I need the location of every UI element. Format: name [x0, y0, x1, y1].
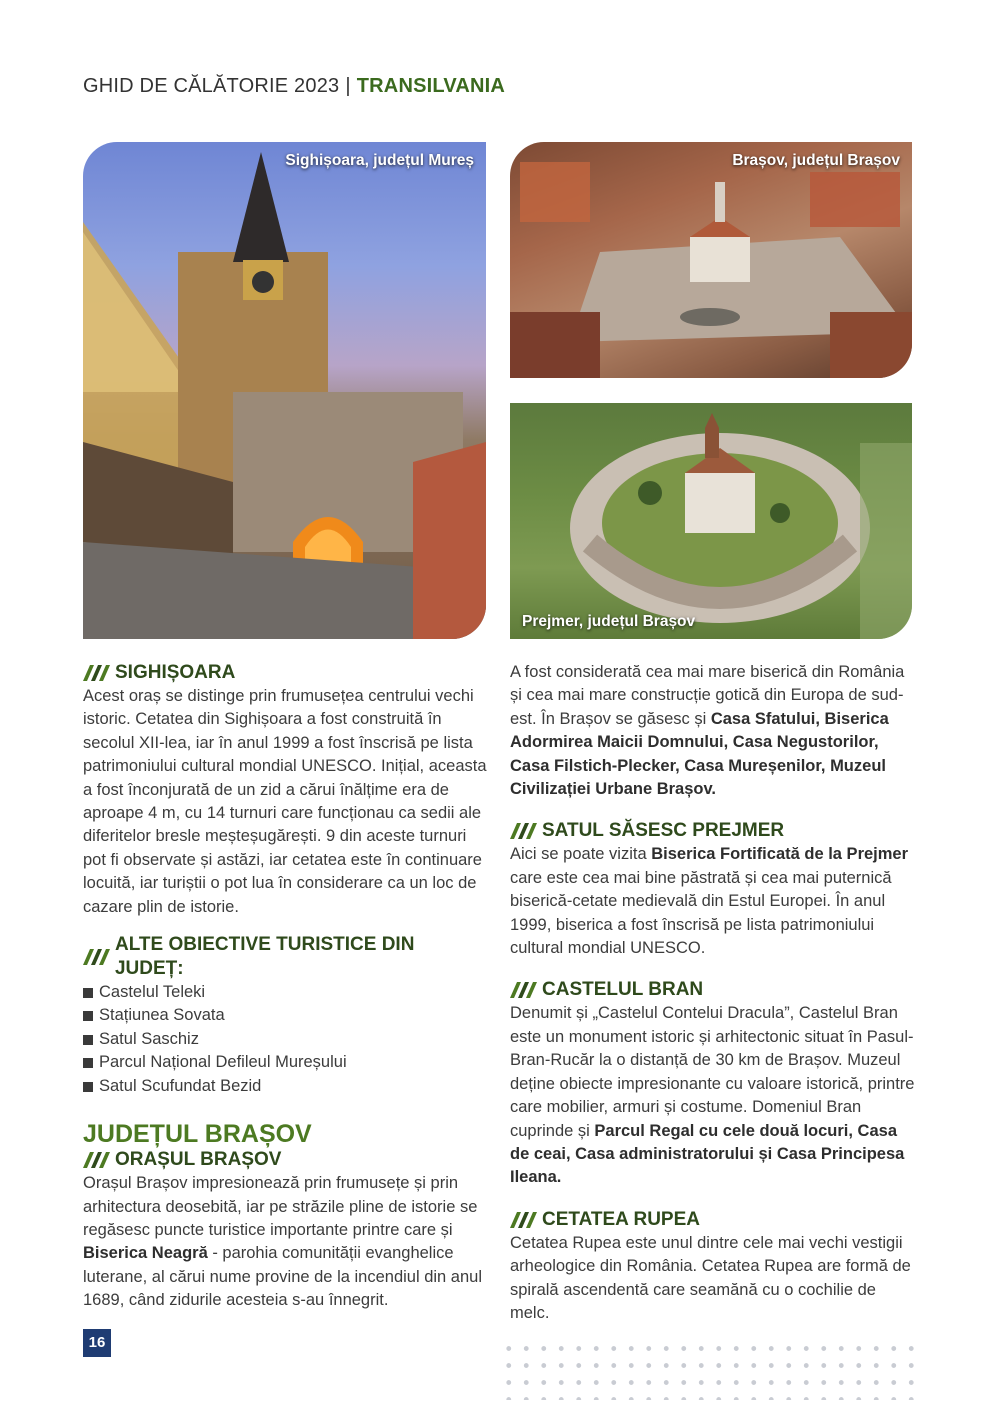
triple-slash-icon — [83, 949, 110, 965]
triple-slash-icon — [510, 982, 537, 998]
section-heading-bran — [510, 978, 915, 1002]
list-item: Satul Scufundat Bezid — [83, 1075, 488, 1098]
list-item: Satul Saschiz — [83, 1028, 488, 1051]
prejmer-body: Aici se poate vizita Biserica Fortificată de la Prejmer care este cea mai bine păstrată și cea mai puternică biserică-cetate medievală din Estul Europei. În anul 1999, biserica a fost înscrisă pe lista patrimoniului cultural mondial UNESCO. — [510, 845, 909, 958]
rupea-title: CETATEA RUPEA — [542, 1208, 700, 1230]
photo-caption-prejmer: Prejmer, județul Brașov — [522, 613, 696, 630]
list-item: Parcul Național Defileul Mureșului — [83, 1051, 488, 1074]
section-heading-rupea — [510, 1208, 915, 1232]
brasov-illustration — [510, 142, 912, 378]
sighisoara-illustration — [83, 142, 486, 639]
page-header — [83, 75, 505, 98]
triple-slash-icon — [510, 823, 537, 839]
biserica-fortificata: Biserica Fortificată de la Prejmer — [651, 845, 909, 864]
parcul-regal: Parcul Regal cu cele două locuri, Casa de ceai, Casa administratorului și Casa Principesa Ileana. — [510, 1121, 905, 1187]
photo-sighisoara — [83, 142, 486, 639]
oras-body: Orașul Brașov impresionează prin frumusețe și prin arhitectura deosebită, iar pe străzile pline de istorie se regăsesc puncte turistice importante printre care și Biserica Neagră - parohia comunității evanghelice luterane, al cărui nume provine de la incendiul din anul 1689, când zidurile acesteia s-au înnegrit. — [83, 1174, 483, 1310]
header-separator: | — [345, 75, 351, 97]
bran-title: CASTELUL BRAN — [542, 979, 704, 1001]
photo-brasov — [510, 142, 912, 378]
brasov-landmarks: Casa Sfatului, Biserica Adormirea Maicii Domnului, Casa Negustorilor, Casa Filstich-Plecker, Casa Mureșenilor, Muzeul Civilizației Urbane Brașov. — [510, 709, 889, 799]
biserica-neagra: Biserica Neagră — [83, 1244, 208, 1263]
list-item: Stațiunea Sovata — [83, 1004, 488, 1027]
decorative-dot-grid — [500, 1340, 920, 1400]
list-item: Castelul Teleki — [83, 981, 488, 1004]
page-number: 16 — [83, 1329, 111, 1357]
judet-brasov-title: JUDEȚUL BRAȘOV — [83, 1120, 312, 1149]
right-column — [510, 661, 915, 1325]
attractions-list — [83, 981, 488, 1098]
triple-slash-icon — [510, 1212, 537, 1228]
region-title: TRANSILVANIA — [356, 75, 506, 97]
section-heading-oras — [83, 1148, 488, 1172]
left-column — [83, 661, 488, 1313]
photo-caption-brasov: Brașov, județul Brașov — [732, 152, 900, 169]
rupea-body: Cetatea Rupea este unul dintre cele mai vechi vestigii arheologice din România. Cetatea Rupea are formă de spirală ascendentă care seamănă cu o cochilie de melc. — [510, 1233, 911, 1322]
alte-title: ALTE OBIECTIVE TURISTICE DIN JUDEȚ: — [114, 934, 415, 980]
sighisoara-body: Acest oraș se distinge prin frumusețea centrului vechi istoric. Cetatea din Sighișoara a fost construită în secolul XII-lea, iar în anul 1999 a fost înscrisă pe lista patrimoniului cultural mondial UNESCO. Inițial, aceasta a fost înconjurată de un zid a cărui înălțime era de aproape 4 m, cu 14 turnuri care funcționau ca sedii ale diferitelor bresle meșteșugărești. 9 din aceste turnuri pot fi observate și astăzi, iar cetatea este în continuare locuită, iar turiștii o pot lua în considerare ca un loc de cazare plin de istorie. — [83, 687, 487, 916]
section-heading-prejmer — [510, 819, 915, 843]
prejmer-illustration — [510, 403, 912, 639]
sighisoara-title: SIGHIȘOARA — [115, 662, 236, 683]
triple-slash-icon — [83, 1152, 110, 1168]
oras-title: ORAȘUL BRAȘOV — [115, 1149, 282, 1171]
guide-title: GHID DE CĂLĂTORIE 2023 — [83, 75, 340, 97]
photo-prejmer — [510, 403, 912, 639]
triple-slash-icon — [83, 665, 110, 681]
section-heading-alte — [83, 933, 488, 981]
bran-body: Denumit și „Castelul Contelui Dracula”, Castelul Bran este un monument istoric și arhitectonic situat în Pasul-Bran-Rucăr la o distanță de 30 km de Brașov. Muzeul deține obiecte impresionante cu valoare istorică, printre care mobilier, armuri și costume. Domeniul Bran cuprinde și Parcul Regal cu cele două locuri, Casa de ceai, Casa administratorului și Casa Principesa Ileana. — [510, 1004, 915, 1187]
prejmer-title: SATUL SĂSESC PREJMER — [542, 820, 785, 842]
photo-caption-sighisoara: Sighișoara, județul Mureș — [285, 152, 474, 169]
brasov-continuation: A fost considerată cea mai mare biserică din România și cea mai mare construcție gotică din Europa de sud-est. În Brașov se găsesc și Casa Sfatului, Biserica Adormirea Maicii Domnului, Casa Negustorilor, Casa Filstich-Plecker, Casa Mureșenilor, Muzeul Civilizației Urbane Brașov. — [510, 663, 905, 799]
section-heading-sighisoara — [83, 661, 488, 685]
